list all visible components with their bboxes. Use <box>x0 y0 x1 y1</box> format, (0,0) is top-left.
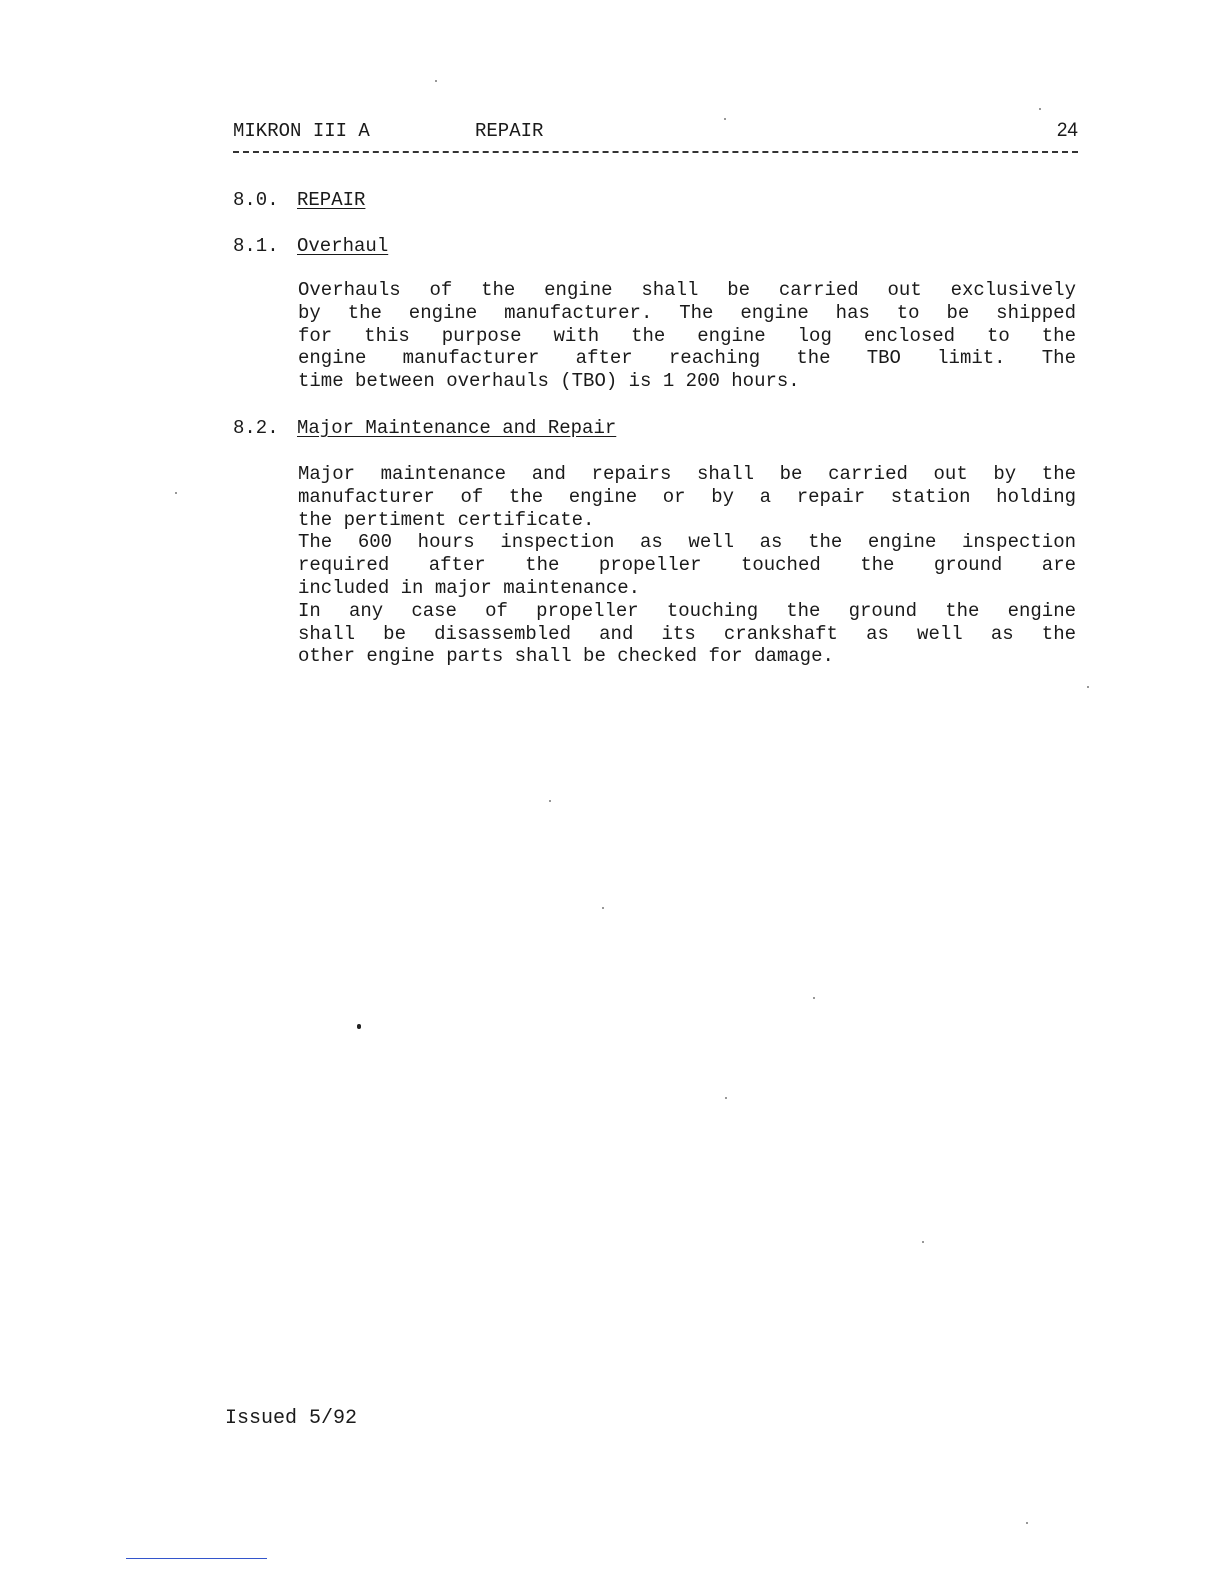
scan-speck <box>549 800 551 802</box>
section-heading-8-0 <box>233 188 365 212</box>
bottom-edge-line <box>126 1558 267 1559</box>
paragraph-line: included in major maintenance. <box>298 576 641 599</box>
scan-speck <box>602 907 604 909</box>
section-number: 8.2. <box>233 417 279 439</box>
section-number: 8.0. <box>233 189 279 211</box>
paragraph-line: required after the propeller touched the ground are <box>298 554 1076 577</box>
paragraph-line: In any case of propeller touching the ground the engine <box>298 599 1076 622</box>
overhaul-paragraph <box>298 279 1076 393</box>
scan-speck <box>357 1024 361 1029</box>
paragraph-line: time between overhauls (TBO) is 1 200 hours. <box>298 370 800 393</box>
section-title: Overhaul <box>297 235 389 257</box>
paragraph-line: by the engine manufacturer. The engine has to be shipped <box>298 301 1076 324</box>
paragraph-line: the pertiment certificate. <box>298 508 595 531</box>
paragraph-line: manufacturer of the engine or by a repair station holding <box>298 485 1076 508</box>
page-number: 24 <box>1056 120 1078 141</box>
scan-speck <box>724 118 726 120</box>
scan-speck <box>1087 686 1089 688</box>
scan-speck <box>175 492 177 494</box>
header-divider <box>233 151 1078 153</box>
section-title: Major Maintenance and Repair <box>297 417 617 439</box>
scan-speck <box>922 1241 924 1243</box>
issued-date: Issued 5/92 <box>225 1407 358 1430</box>
paragraph-line: The 600 hours inspection as well as the engine inspection <box>298 531 1076 554</box>
scan-speck <box>435 80 437 82</box>
major-maintenance-paragraph <box>298 463 1076 668</box>
paragraph-line: Overhauls of the engine shall be carried out exclusively <box>298 279 1076 301</box>
page-header <box>233 118 1078 144</box>
scan-speck <box>1026 1522 1028 1524</box>
paragraph-line: other engine parts shall be checked for damage. <box>298 645 834 668</box>
section-heading-8-2 <box>233 416 616 440</box>
paragraph-line: shall be disassembled and its crankshaft as well as the <box>298 622 1076 645</box>
scan-speck <box>725 1097 727 1099</box>
paragraph-line: Major maintenance and repairs shall be carried out by the <box>298 463 1076 485</box>
section-number: 8.1. <box>233 235 279 257</box>
paragraph-line: for this purpose with the engine log enclosed to the <box>298 324 1076 347</box>
section-heading-8-1 <box>233 234 388 258</box>
scan-speck <box>1039 108 1041 110</box>
document-title: MIKRON III A <box>233 120 370 142</box>
paragraph-line: engine manufacturer after reaching the TBO limit. The <box>298 347 1076 370</box>
scan-speck <box>813 997 815 999</box>
section-title: REPAIR <box>297 189 366 211</box>
header-section-name: REPAIR <box>475 120 544 142</box>
